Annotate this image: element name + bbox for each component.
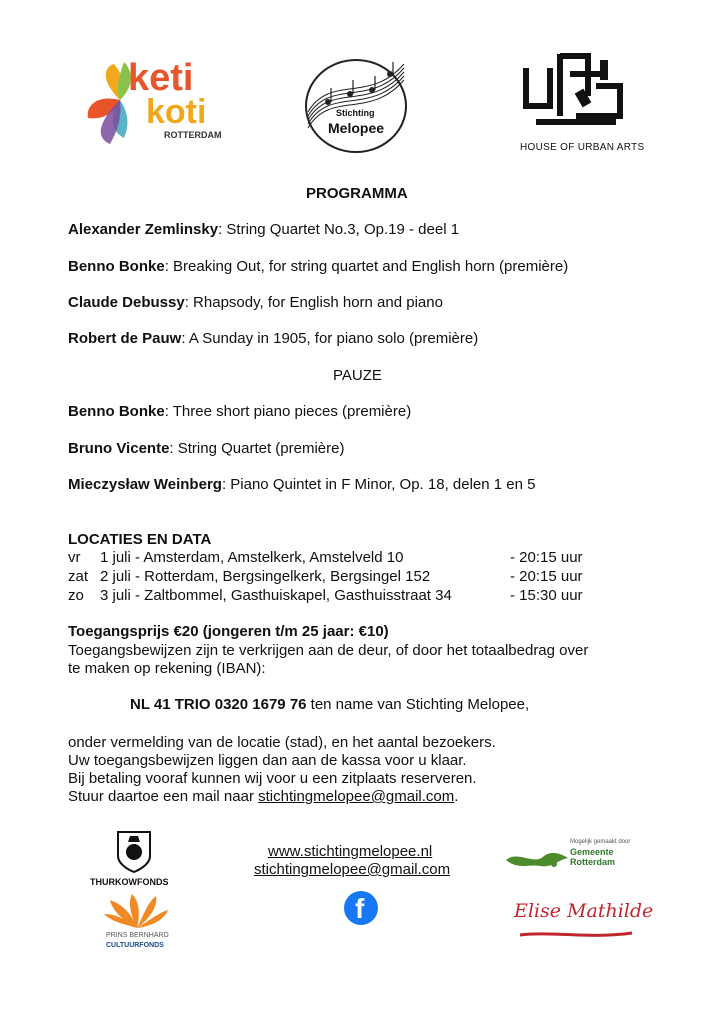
- gemeente-leaf-icon: [504, 846, 570, 872]
- work-title: : Three short piano pieces (première): [164, 403, 412, 420]
- iban-holder: ten name van Stichting Melopee,: [306, 696, 530, 713]
- pause-label: PAUZE: [333, 367, 382, 384]
- program-item: [68, 440, 344, 458]
- note-line-1: onder vermelding van de locatie (stad), en het aantal bezoekers.: [68, 734, 496, 751]
- melopee-name-text: Melopee: [328, 120, 385, 136]
- note-line-4: [68, 788, 458, 806]
- work-title: : Rhapsody, for English horn and piano: [184, 294, 443, 311]
- program-item: [68, 258, 568, 276]
- composer-name: Robert de Pauw: [68, 330, 182, 347]
- schedule-day: zat: [68, 568, 89, 585]
- note-mail-suffix: .: [454, 788, 459, 805]
- work-title: : String Quartet (première): [169, 440, 345, 457]
- website-link[interactable]: www.stichtingmelopee.nl: [268, 843, 433, 860]
- schedule-day: zo: [68, 587, 84, 604]
- note-line-2: Uw toegangsbewijzen liggen dan aan de kassa voor u klaar.: [68, 752, 467, 769]
- gemeente-line-1: Gemeente: [570, 847, 614, 857]
- iban-line: [130, 696, 529, 714]
- cultuurfonds-flower-icon: [102, 892, 172, 932]
- schedule-time: - 15:30 uur: [510, 587, 583, 604]
- schedule-day: vr: [68, 549, 81, 566]
- price-line-1: Toegangsbewijzen zijn te verkrijgen aan de deur, of door het totaalbedrag over: [68, 642, 589, 659]
- composer-name: Benno Bonke: [68, 403, 165, 420]
- urban-arts-mark-icon: [516, 46, 632, 136]
- elise-mathilde-logo: [510, 895, 654, 943]
- email-link[interactable]: stichtingmelopee@gmail.com: [258, 788, 455, 805]
- schedule-date-location: 2 juli - Rotterdam, Bergsingelkerk, Bergsingel 152: [100, 568, 431, 585]
- locaties-heading: LOCATIES EN DATA: [68, 531, 212, 548]
- urban-arts-caption: HOUSE OF URBAN ARTS: [520, 142, 645, 153]
- iban-number: NL 41 TRIO 0320 1679 76: [130, 696, 307, 713]
- gemeente-small-text: Mogelijk gemaakt door: [570, 839, 631, 845]
- thurkow-shield-icon: [88, 828, 180, 874]
- program-item: [68, 403, 411, 421]
- keti-text: keti: [128, 57, 194, 99]
- schedule-date-location: 3 juli - Zaltbommel, Gasthuiskapel, Gasthuisstraat 34: [100, 587, 452, 604]
- music-staff-icon: [300, 54, 412, 154]
- melopee-stichting-text: Stichting: [336, 108, 375, 118]
- note-line-3: Bij betaling vooraf kunnen wij voor u een zitplaats reserveren.: [68, 770, 477, 787]
- programma-title: PROGRAMMA: [306, 185, 408, 202]
- program-item: [68, 330, 478, 348]
- composer-name: Benno Bonke: [68, 258, 165, 275]
- keti-koti-logo: [84, 58, 224, 148]
- program-item: [68, 476, 535, 494]
- gemeente-rotterdam-logo: [504, 838, 644, 874]
- schedule-time: - 20:15 uur: [510, 568, 583, 585]
- prins-bernhard-logo: [102, 892, 172, 954]
- work-title: : A Sunday in 1905, for piano solo (première): [181, 330, 479, 347]
- composer-name: Claude Debussy: [68, 294, 185, 311]
- note-mail-prefix: Stuur daartoe een mail naar: [68, 788, 259, 805]
- cultuurfonds-line-2: CULTUURFONDS: [106, 942, 164, 949]
- composer-name: Bruno Vicente: [68, 440, 170, 457]
- footer-email-link[interactable]: stichtingmelopee@gmail.com: [254, 861, 451, 878]
- thurkow-caption: THURKOWFONDS: [90, 877, 169, 887]
- facebook-icon[interactable]: [344, 891, 378, 925]
- facebook-glyph: f: [355, 893, 365, 924]
- work-title: : Piano Quintet in F Minor, Op. 18, delen 1 en 5: [221, 476, 536, 493]
- program-item: [68, 221, 459, 239]
- stichting-melopee-logo: [300, 54, 412, 154]
- cultuurfonds-line-1: PRINS BERNHARD: [106, 932, 169, 939]
- work-title: : String Quartet No.3, Op.19 - deel 1: [218, 221, 460, 238]
- schedule-date-location: 1 juli - Amsterdam, Amstelkerk, Amstelveld 10: [100, 549, 404, 566]
- gemeente-line-2: Rotterdam: [570, 857, 616, 867]
- price-heading: Toegangsprijs €20 (jongeren t/m 25 jaar: €10): [68, 623, 389, 640]
- house-of-urban-arts-logo: [516, 46, 645, 156]
- work-title: : Breaking Out, for string quartet and English horn (première): [164, 258, 569, 275]
- program-item: [68, 294, 443, 312]
- rotterdam-text: ROTTERDAM: [164, 130, 222, 140]
- composer-name: Alexander Zemlinsky: [68, 221, 219, 238]
- thurkowfonds-logo: [88, 828, 180, 890]
- schedule-time: - 20:15 uur: [510, 549, 583, 566]
- elise-underline-icon: [510, 929, 640, 941]
- composer-name: Mieczysław Weinberg: [68, 476, 222, 493]
- elise-signature-text: Elise Mathilde: [514, 900, 654, 922]
- price-line-2: te maken op rekening (IBAN):: [68, 660, 266, 677]
- koti-text: koti: [146, 93, 207, 131]
